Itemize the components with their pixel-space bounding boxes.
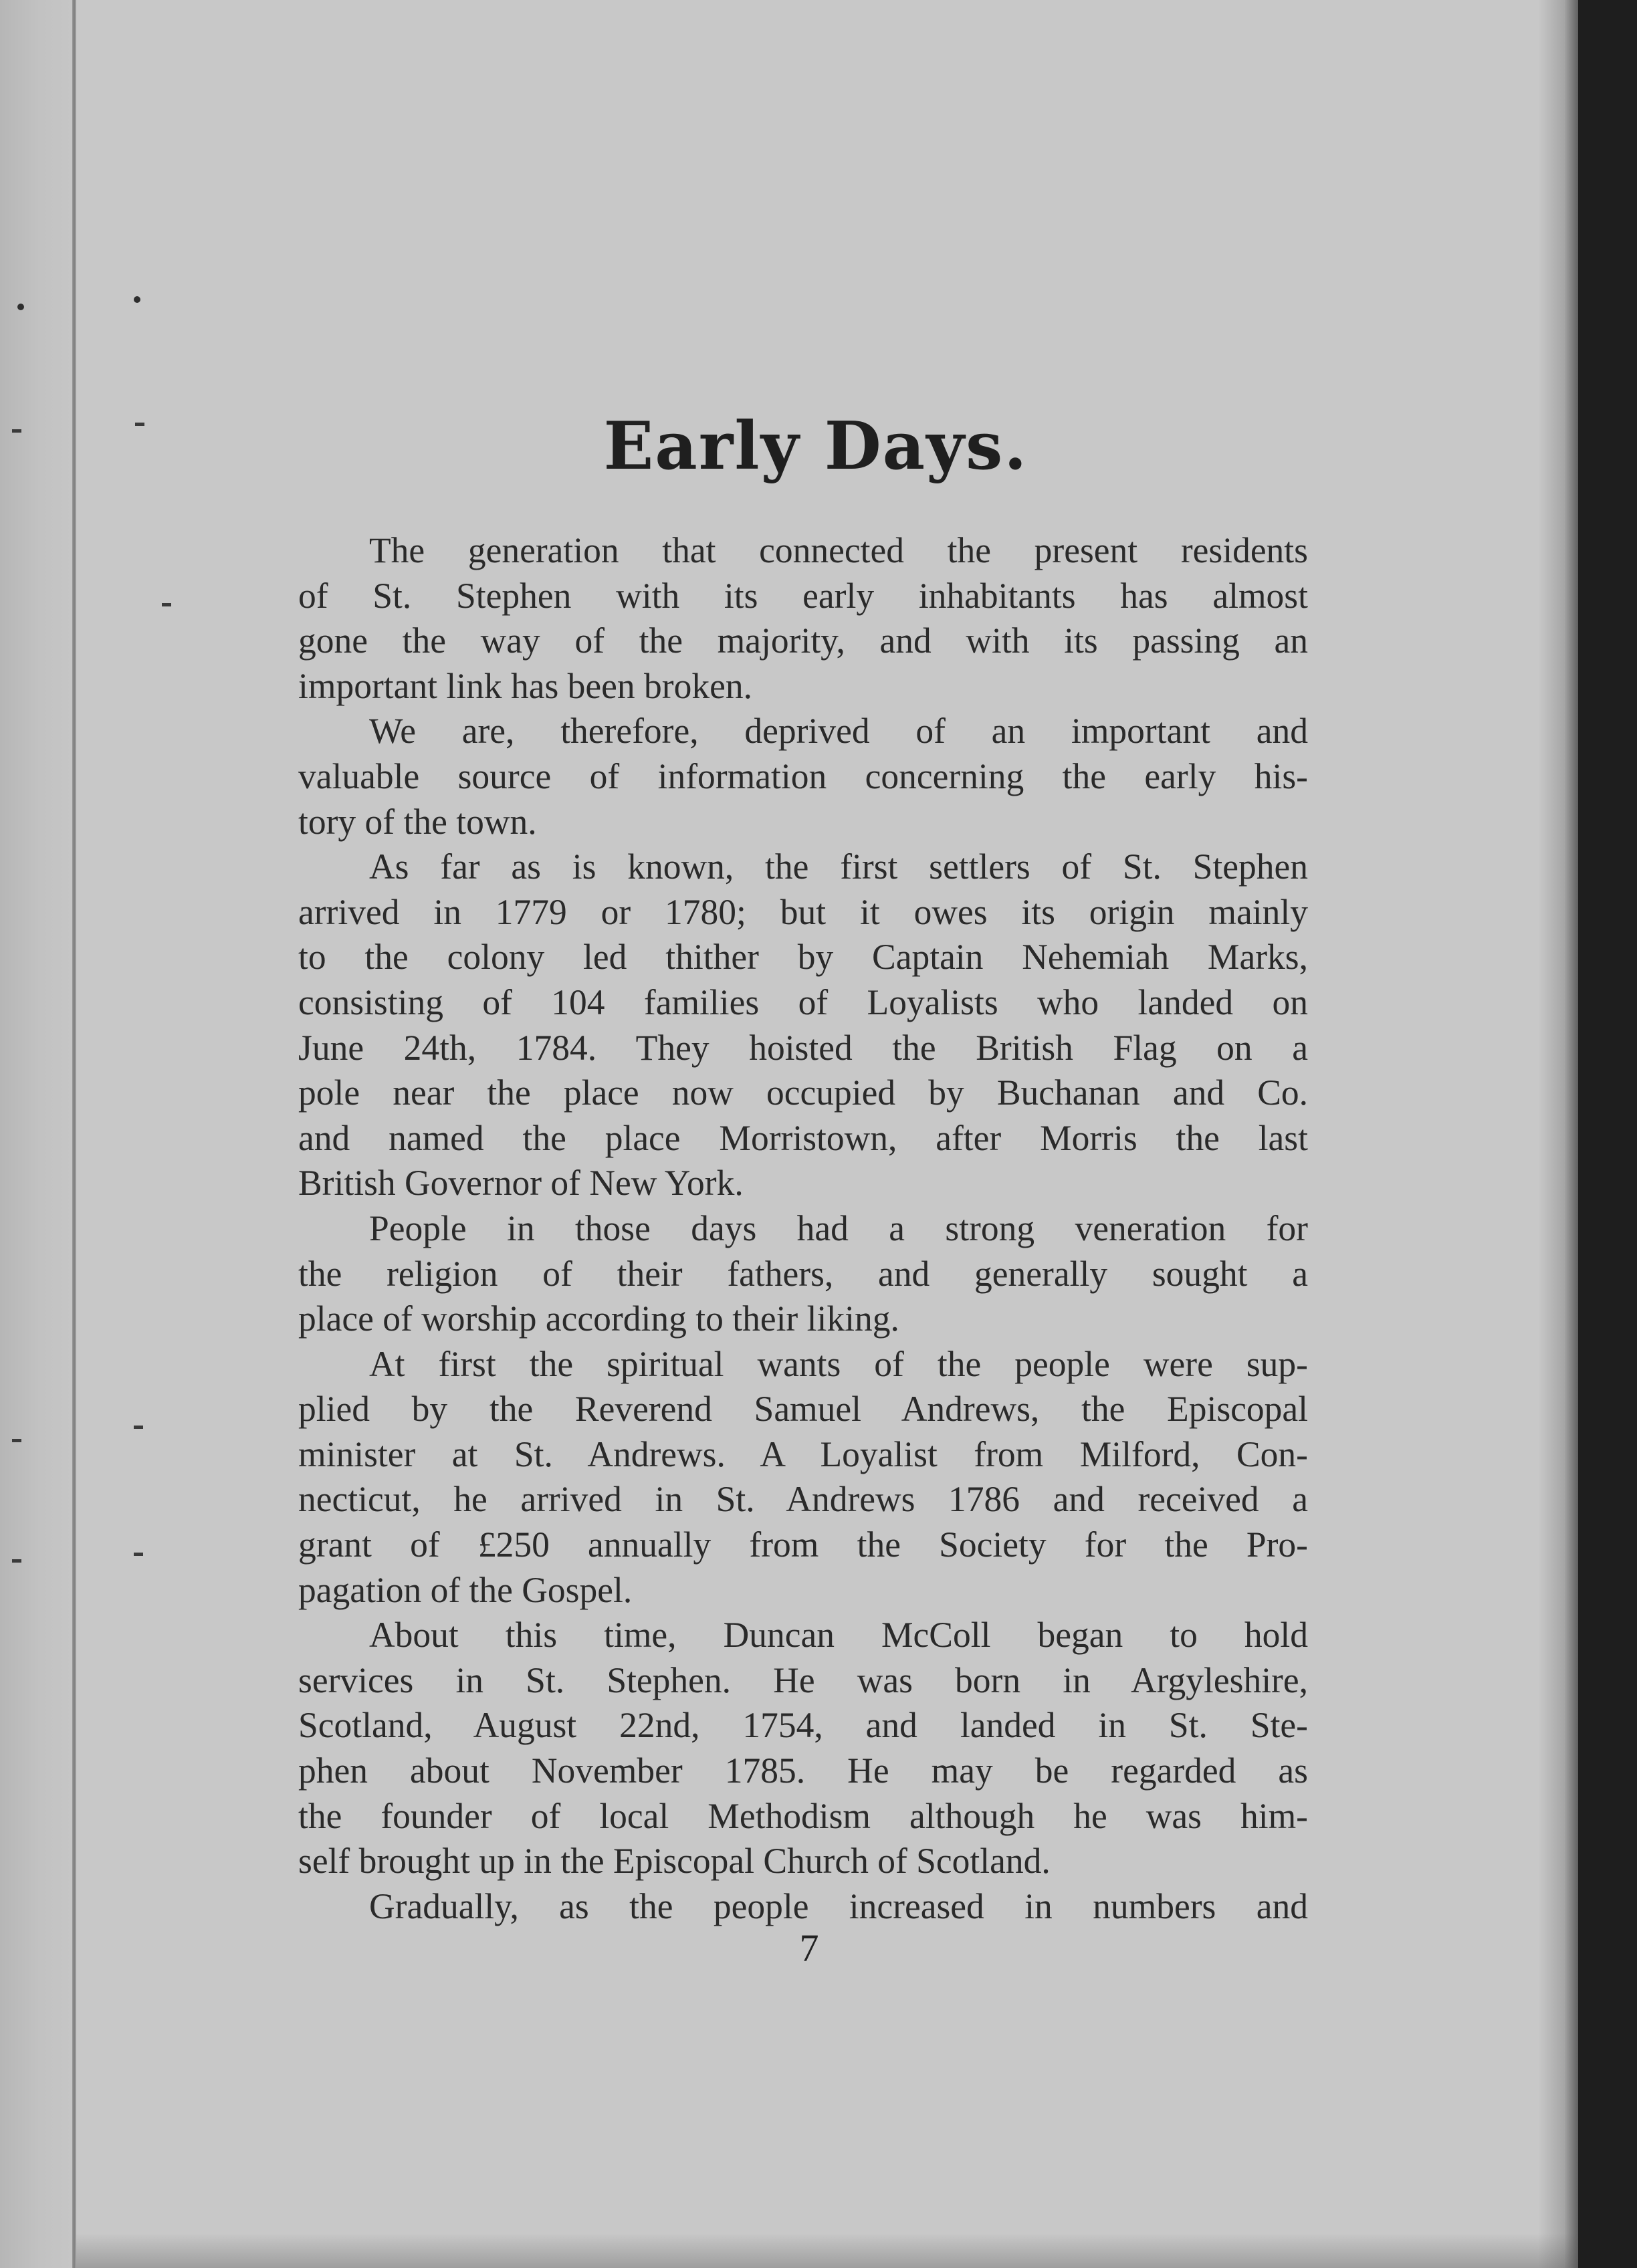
scan-background <box>0 0 74 2268</box>
text-line: tory of the town. <box>298 801 537 842</box>
text-line: People in those days had a strong veneration for <box>369 1208 1308 1248</box>
text-line: Gradually, as the people increased in numbers and <box>369 1886 1308 1926</box>
margin-speck <box>12 1559 21 1563</box>
text-line: to the colony led thither by Captain Nehemiah Marks, <box>298 937 1308 978</box>
text-line: phen about November 1785. He may be regarded as <box>298 1750 1308 1791</box>
margin-speck <box>134 296 140 303</box>
text-line: minister at St. Andrews. A Loyalist from Milford, Con- <box>298 1434 1308 1474</box>
text-line: The generation that connected the present residents <box>369 530 1308 570</box>
text-line: June 24th, 1784. They hoisted the British Flag on a <box>298 1027 1308 1068</box>
text-line: of St. Stephen with its early inhabitants has almost <box>298 575 1308 616</box>
scanner-dark-border <box>1578 0 1637 2268</box>
text-line: self brought up in the Episcopal Church of Scotland. <box>298 1841 1051 1882</box>
text-line: consisting of 104 families of Loyalists who landed on <box>298 982 1308 1022</box>
text-line: gone the way of the majority, and with its passing an <box>298 620 1308 661</box>
text-line: grant of £250 annually from the Society for the Pro- <box>298 1524 1308 1565</box>
chapter-title: Early Days. <box>603 408 1028 485</box>
text-line: At first the spiritual wants of the people were sup- <box>369 1343 1308 1384</box>
text-line: pole near the place now occupied by Buchanan and Co. <box>298 1072 1308 1113</box>
margin-speck <box>134 1553 143 1556</box>
text-line: necticut, he arrived in St. Andrews 1786 and received a <box>298 1479 1308 1520</box>
text-line: and named the place Morristown, after Morris the last <box>298 1117 1308 1158</box>
page-edge-shadow <box>1538 0 1578 2268</box>
text-line: About this time, Duncan McColl began to hold <box>369 1615 1308 1656</box>
text-line: pagation of the Gospel. <box>298 1569 633 1610</box>
text-line: the founder of local Methodism although he was him- <box>298 1795 1308 1836</box>
body-text <box>298 528 1308 1929</box>
text-line: arrived in 1779 or 1780; but it owes its origin mainly <box>298 891 1308 932</box>
text-line: We are, therefore, deprived of an important and <box>369 711 1308 752</box>
text-line: the religion of their fathers, and generally sought a <box>298 1253 1308 1294</box>
text-line: British Governor of New York. <box>298 1163 744 1204</box>
margin-speck <box>17 304 24 310</box>
margin-speck <box>12 1439 21 1442</box>
text-line: plied by the Reverend Samuel Andrews, the Episcopal <box>298 1389 1308 1430</box>
margin-speck <box>134 1426 143 1429</box>
page-bottom-shadow <box>76 2233 1578 2268</box>
text-line: valuable source of information concerning the early his- <box>298 756 1308 796</box>
text-line: services in St. Stephen. He was born in Argyleshire, <box>298 1660 1308 1700</box>
page-number: 7 <box>799 1926 819 1970</box>
margin-speck <box>12 429 21 433</box>
text-line: important link has been broken. <box>298 665 752 706</box>
text-line: place of worship according to their liking. <box>298 1298 899 1339</box>
margin-speck <box>135 423 144 426</box>
margin-speck <box>162 603 171 606</box>
text-line: Scotland, August 22nd, 1754, and landed in St. Ste- <box>298 1705 1308 1746</box>
text-line: As far as is known, the first settlers of St. Stephen <box>369 846 1308 887</box>
